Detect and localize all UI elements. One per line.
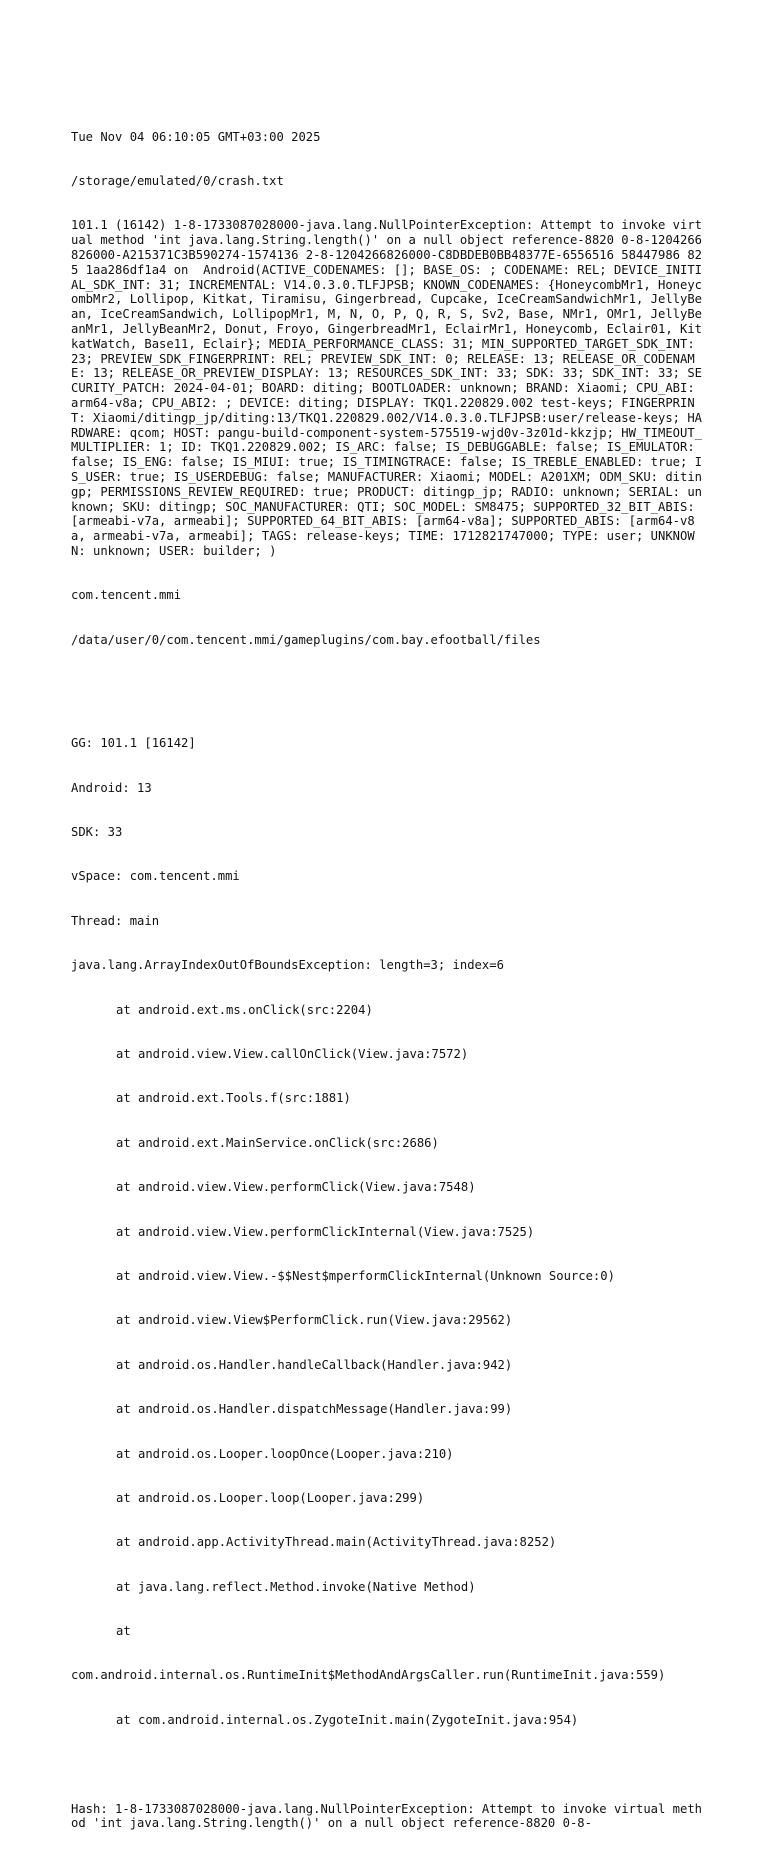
stacktrace-line: at android.view.View.performClick(View.java:7548) (116, 1180, 476, 1195)
stacktrace-line: at android.ext.Tools.f(src:1881) (116, 1091, 351, 1106)
gg-version: GG: 101.1 [16142] (71, 736, 196, 751)
stacktrace-line: at android.os.Handler.dispatchMessage(Handler.java:99) (116, 1402, 513, 1417)
crash-timestamp: Tue Nov 04 06:10:05 GMT+03:00 2025 (71, 129, 321, 144)
stacktrace-line: at android.view.View.-$$Nest$mperformClickInternal(Unknown Source:0) (116, 1268, 615, 1283)
spacer (71, 1757, 704, 1772)
hash-line: Hash: 1-8-1733087028000-java.lang.NullPointerException: Attempt to invoke virtual method 'int java.lang.String.length()' on a null object reference-8820 0-8- (71, 1801, 703, 1831)
spacer (71, 677, 704, 707)
android-version: Android: 13 (71, 780, 152, 795)
stacktrace-line: at android.ext.ms.onClick(src:2204) (116, 1002, 373, 1017)
stacktrace-line: at android.os.Looper.loopOnce(Looper.java:210) (116, 1446, 454, 1461)
files-path: /data/user/0/com.tencent.mmi/gameplugins/com.bay.efootball/files (71, 632, 541, 647)
stacktrace-line: at (116, 1624, 131, 1639)
sdk-version: SDK: 33 (71, 825, 123, 840)
stacktrace-line: at android.app.ActivityThread.main(ActivityThread.java:8252) (116, 1535, 557, 1550)
stacktrace-line: at com.android.internal.os.ZygoteInit.main(ZygoteInit.java:954) (116, 1712, 579, 1727)
stacktrace-line: at android.ext.MainService.onClick(src:2686) (116, 1135, 439, 1150)
thread-name: Thread: main (71, 913, 160, 928)
stacktrace-line: at android.view.View$PerformClick.run(View.java:29562) (116, 1313, 513, 1328)
stacktrace-line: at android.view.View.performClickInternal(View.java:7525) (116, 1224, 535, 1239)
package-name: com.tencent.mmi (71, 588, 182, 603)
build-info-block: 101.1 (16142) 1-8-1733087028000-java.lang.NullPointerException: Attempt to invoke virtual method 'int java.lang.String.length()' on a null object reference-8820 0-8-1204266826000-A215371C3B590274-1574136 2-8-1204266826000-C8DBDEB0BB48377E-6556516 58447986 825 1aa286df1a4 on Android(ACTIVE_CODENAMES: []; BASE_OS: ; CODENAME: REL; DEVICE_INITIAL_SDK_INT: 31; INCREMENTAL: V14.0.3.0.TLFJPSB; KNOWN_CODENAMES: {HoneycombMr1, HoneycombMr2, Lollipop, Kitkat, Tiramisu, Gingerbread, Cupcake, IceCreamSandwichMr1, JellyBean, IceCreamSandwich, LollipopMr1, M, N, O, P, Q, R, S, Sv2, Base, NMr1, OMr1, JellyBeanMr1, JellyBeanMr2, Donut, Froyo, GingerbreadMr1, EclairMr1, Honeycomb, Eclair01, KitkatWatch, Base11, Eclair}; MEDIA_PERFORMANCE_CLASS: 31; MIN_SUPPORTED_TARGET_SDK_INT: 23; PREVIEW_SDK_FINGERPRINT: REL; PREVIEW_SDK_INT: 0; RELEASE: 13; RELEASE_OR_CODENAME: 13; RELEASE_OR_PREVIEW_DISPLAY: 13; RESOURCES_SDK_INT: 33; SDK: 33; SDK_INT: 33; SECURITY_PATCH: 2024-04-01; BOARD: diting; BOOTLOADER: unknown; BRAND: Xiaomi; CPU_ABI: arm64-v8a; CPU_ABI2: ; DEVICE: diting; DISPLAY: TKQ1.220829.002 test-keys; FINGERPRINT: Xiaomi/ditingp_jp/diting:13/TKQ1.220829.002/V14.0.3.0.TLFJPSB:user/release-keys; HARDWARE: qcom; HOST: pangu-build-component-system-575519-wjd0v-3z01d-kkzjp; HW_TIMEOUT_MULTIPLIER: 1; ID: TKQ1.220829.002; IS_ARC: false; IS_DEBUGGABLE: false; IS_EMULATOR: false; IS_ENG: false; IS_MIUI: true; IS_TIMINGTRACE: false; IS_TREBLE_ENABLED: true; IS_USER: true; IS_USERDEBUG: false; MANUFACTURER: Xiaomi; MODEL: A201XM; ODM_SKU: ditingp; PERMISSIONS_REVIEW_REQUIRED: true; PRODUCT: ditingp_jp; RADIO: unknown; SERIAL: unknown; SKU: ditingp; SOC_MANUFACTURER: QTI; SOC_MODEL: SM8475; SUPPORTED_32_BIT_ABIS: [armeabi-v7a, armeabi]; SUPPORTED_64_BIT_ABIS: [arm64-v8a]; SUPPORTED_ABIS: [arm64-v8a, armeabi-v7a, armeabi]; TAGS: release-keys; TIME: 1712821747000; TYPE: user; UNKNOWN: unknown; USER: builder; ) (71, 218, 703, 558)
stacktrace-line: at android.os.Handler.handleCallback(Handler.java:942) (116, 1357, 513, 1372)
stacktrace-line: com.android.internal.os.RuntimeInit$MethodAndArgsCaller.run(RuntimeInit.java:559) (71, 1668, 666, 1683)
exception-line: java.lang.ArrayIndexOutOfBoundsException: length=3; index=6 (71, 958, 504, 973)
crash-file-path: /storage/emulated/0/crash.txt (71, 173, 284, 188)
crash-log-text (71, 100, 704, 1861)
vspace-package: vSpace: com.tencent.mmi (71, 869, 240, 884)
stacktrace-line: at java.lang.reflect.Method.invoke(Native Method) (116, 1579, 476, 1594)
stacktrace-line: at android.view.View.callOnClick(View.java:7572) (116, 1047, 469, 1061)
stacktrace-line: at android.os.Looper.loop(Looper.java:299) (116, 1490, 425, 1505)
